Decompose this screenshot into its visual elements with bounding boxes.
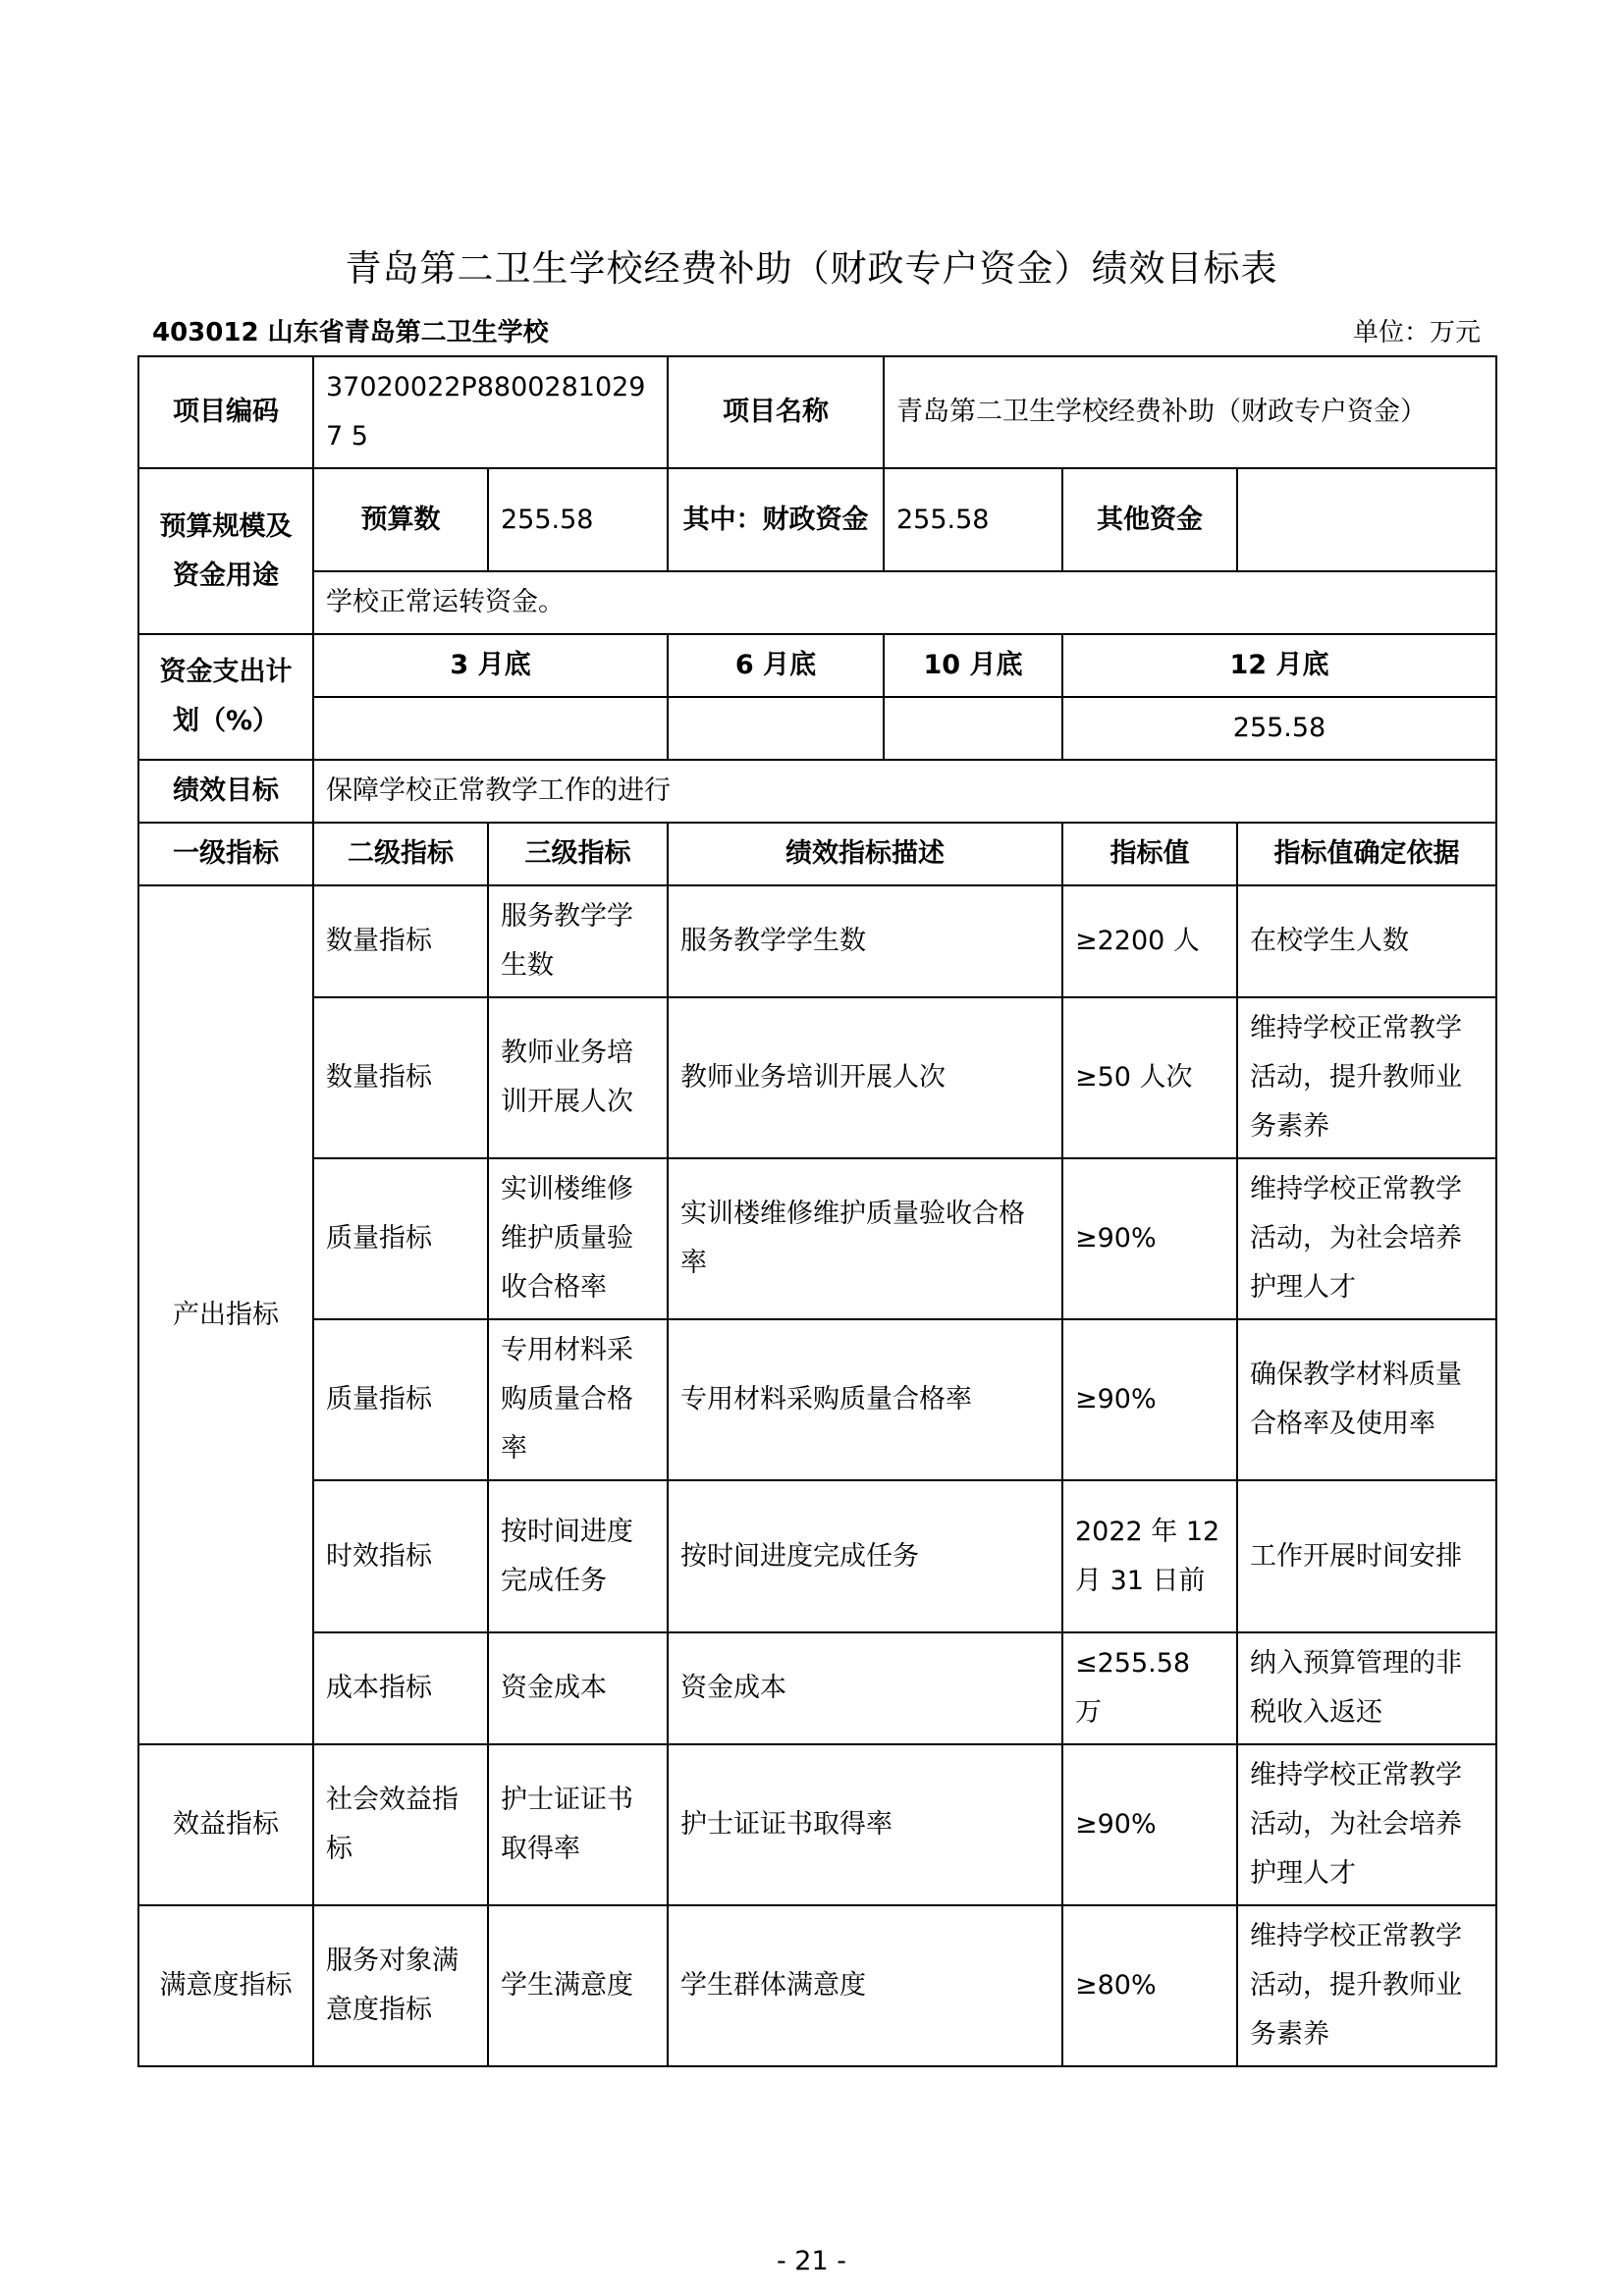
performance-table xyxy=(137,355,1497,2067)
indicator-basis: 维持学校正常教学活动，提升教师业务素养 xyxy=(1237,1905,1496,2066)
indicator-target-value: ≥2200 人 xyxy=(1062,885,1237,997)
indicator-row xyxy=(138,1319,1496,1480)
indicator-basis: 工作开展时间安排 xyxy=(1237,1480,1496,1632)
indicator-description: 按时间进度完成任务 xyxy=(668,1480,1062,1632)
indicator-header-row xyxy=(138,823,1496,885)
indicator-basis: 维持学校正常教学活动，为社会培养护理人才 xyxy=(1237,1158,1496,1319)
budget-amount-label: 预算数 xyxy=(313,468,488,571)
budget-purpose: 学校正常运转资金。 xyxy=(313,571,1496,634)
page-number: - 21 - xyxy=(776,2246,846,2276)
other-funds-label: 其他资金 xyxy=(1062,468,1237,571)
indicator-description: 护士证证书取得率 xyxy=(668,1744,1062,1905)
indicator-basis: 维持学校正常教学活动，提升教师业务素养 xyxy=(1237,997,1496,1158)
goal-value: 保障学校正常教学工作的进行 xyxy=(313,760,1496,823)
header-description: 绩效指标描述 xyxy=(668,823,1062,885)
plan-header-mar: 3 月底 xyxy=(313,634,668,697)
indicator-row xyxy=(138,1480,1496,1632)
indicator-row xyxy=(138,1158,1496,1319)
plan-value-dec: 255.58 xyxy=(1062,697,1496,760)
indicator-description: 专用材料采购质量合格率 xyxy=(668,1319,1062,1480)
plan-value-jun xyxy=(668,697,884,760)
plan-header-dec: 12 月底 xyxy=(1062,634,1496,697)
plan-value-oct xyxy=(884,697,1062,760)
indicator-row xyxy=(138,997,1496,1158)
indicator-basis: 维持学校正常教学活动，为社会培养护理人才 xyxy=(1237,1744,1496,1905)
indicator-target-value: ≥90% xyxy=(1062,1319,1237,1480)
indicator-body xyxy=(138,885,1496,2066)
level2-indicator: 数量指标 xyxy=(313,997,488,1158)
level2-indicator: 质量指标 xyxy=(313,1158,488,1319)
header-target-value: 指标值 xyxy=(1062,823,1237,885)
indicator-description: 教师业务培训开展人次 xyxy=(668,997,1062,1158)
plan-header-oct: 10 月底 xyxy=(884,634,1062,697)
indicator-target-value: ≥90% xyxy=(1062,1744,1237,1905)
indicator-target-value: ≥90% xyxy=(1062,1158,1237,1319)
budget-row xyxy=(138,468,1496,571)
level3-indicator: 专用材料采购质量合格率 xyxy=(488,1319,668,1480)
plan-header-jun: 6 月底 xyxy=(668,634,884,697)
indicator-description: 学生群体满意度 xyxy=(668,1905,1062,2066)
header-basis: 指标值确定依据 xyxy=(1237,823,1496,885)
project-name-label: 项目名称 xyxy=(668,356,884,468)
header-level1: 一级指标 xyxy=(138,823,313,885)
fiscal-funds-value: 255.58 xyxy=(884,468,1062,571)
spending-plan-label: 资金支出计划（%） xyxy=(138,634,313,760)
indicator-target-value: ≤255.58 万 xyxy=(1062,1632,1237,1744)
indicator-description: 资金成本 xyxy=(668,1632,1062,1744)
unit-label: 单位：万元 xyxy=(1352,318,1481,347)
level3-indicator: 教师业务培训开展人次 xyxy=(488,997,668,1158)
indicator-description: 实训楼维修维护质量验收合格率 xyxy=(668,1158,1062,1319)
level3-indicator: 学生满意度 xyxy=(488,1905,668,2066)
indicator-description: 服务教学学生数 xyxy=(668,885,1062,997)
goal-row xyxy=(138,760,1496,823)
level1-indicator: 满意度指标 xyxy=(138,1905,313,2066)
project-row xyxy=(138,356,1496,468)
purpose-row xyxy=(138,571,1496,634)
indicator-row xyxy=(138,885,1496,997)
spending-plan-value-row xyxy=(138,697,1496,760)
level3-indicator: 按时间进度完成任务 xyxy=(488,1480,668,1632)
level3-indicator: 资金成本 xyxy=(488,1632,668,1744)
indicator-row xyxy=(138,1632,1496,1744)
level2-indicator: 数量指标 xyxy=(313,885,488,997)
plan-value-mar xyxy=(313,697,668,760)
fiscal-funds-label: 其中：财政资金 xyxy=(668,468,884,571)
project-code-label: 项目编码 xyxy=(138,356,313,468)
indicator-row xyxy=(138,1905,1496,2066)
indicator-row xyxy=(138,1744,1496,1905)
level2-indicator: 服务对象满意度指标 xyxy=(313,1905,488,2066)
level1-indicator: 效益指标 xyxy=(138,1744,313,1905)
header-level2: 二级指标 xyxy=(313,823,488,885)
indicator-basis: 纳入预算管理的非税收入返还 xyxy=(1237,1632,1496,1744)
indicator-basis: 确保教学材料质量合格率及使用率 xyxy=(1237,1319,1496,1480)
indicator-target-value: ≥50 人次 xyxy=(1062,997,1237,1158)
goal-label: 绩效目标 xyxy=(138,760,313,823)
page-title: 青岛第二卫生学校经费补助（财政专户资金）绩效目标表 xyxy=(345,247,1278,290)
level3-indicator: 实训楼维修维护质量验收合格率 xyxy=(488,1158,668,1319)
unit-code: 403012 山东省青岛第二卫生学校 xyxy=(152,318,549,347)
budget-amount-value: 255.58 xyxy=(488,468,668,571)
level2-indicator: 成本指标 xyxy=(313,1632,488,1744)
budget-label: 预算规模及资金用途 xyxy=(138,468,313,634)
project-name-value: 青岛第二卫生学校经费补助（财政专户资金） xyxy=(884,356,1496,468)
level3-indicator: 服务教学学生数 xyxy=(488,885,668,997)
spending-plan-header-row xyxy=(138,634,1496,697)
indicator-target-value: 2022 年 12 月 31 日前 xyxy=(1062,1480,1237,1632)
header-level3: 三级指标 xyxy=(488,823,668,885)
level3-indicator: 护士证证书取得率 xyxy=(488,1744,668,1905)
indicator-target-value: ≥80% xyxy=(1062,1905,1237,2066)
level2-indicator: 社会效益指标 xyxy=(313,1744,488,1905)
level2-indicator: 质量指标 xyxy=(313,1319,488,1480)
level1-indicator: 产出指标 xyxy=(138,885,313,1744)
indicator-basis: 在校学生人数 xyxy=(1237,885,1496,997)
project-code-value: 37020022P88002810297 5 xyxy=(313,356,668,468)
other-funds-value xyxy=(1237,468,1496,571)
level2-indicator: 时效指标 xyxy=(313,1480,488,1632)
